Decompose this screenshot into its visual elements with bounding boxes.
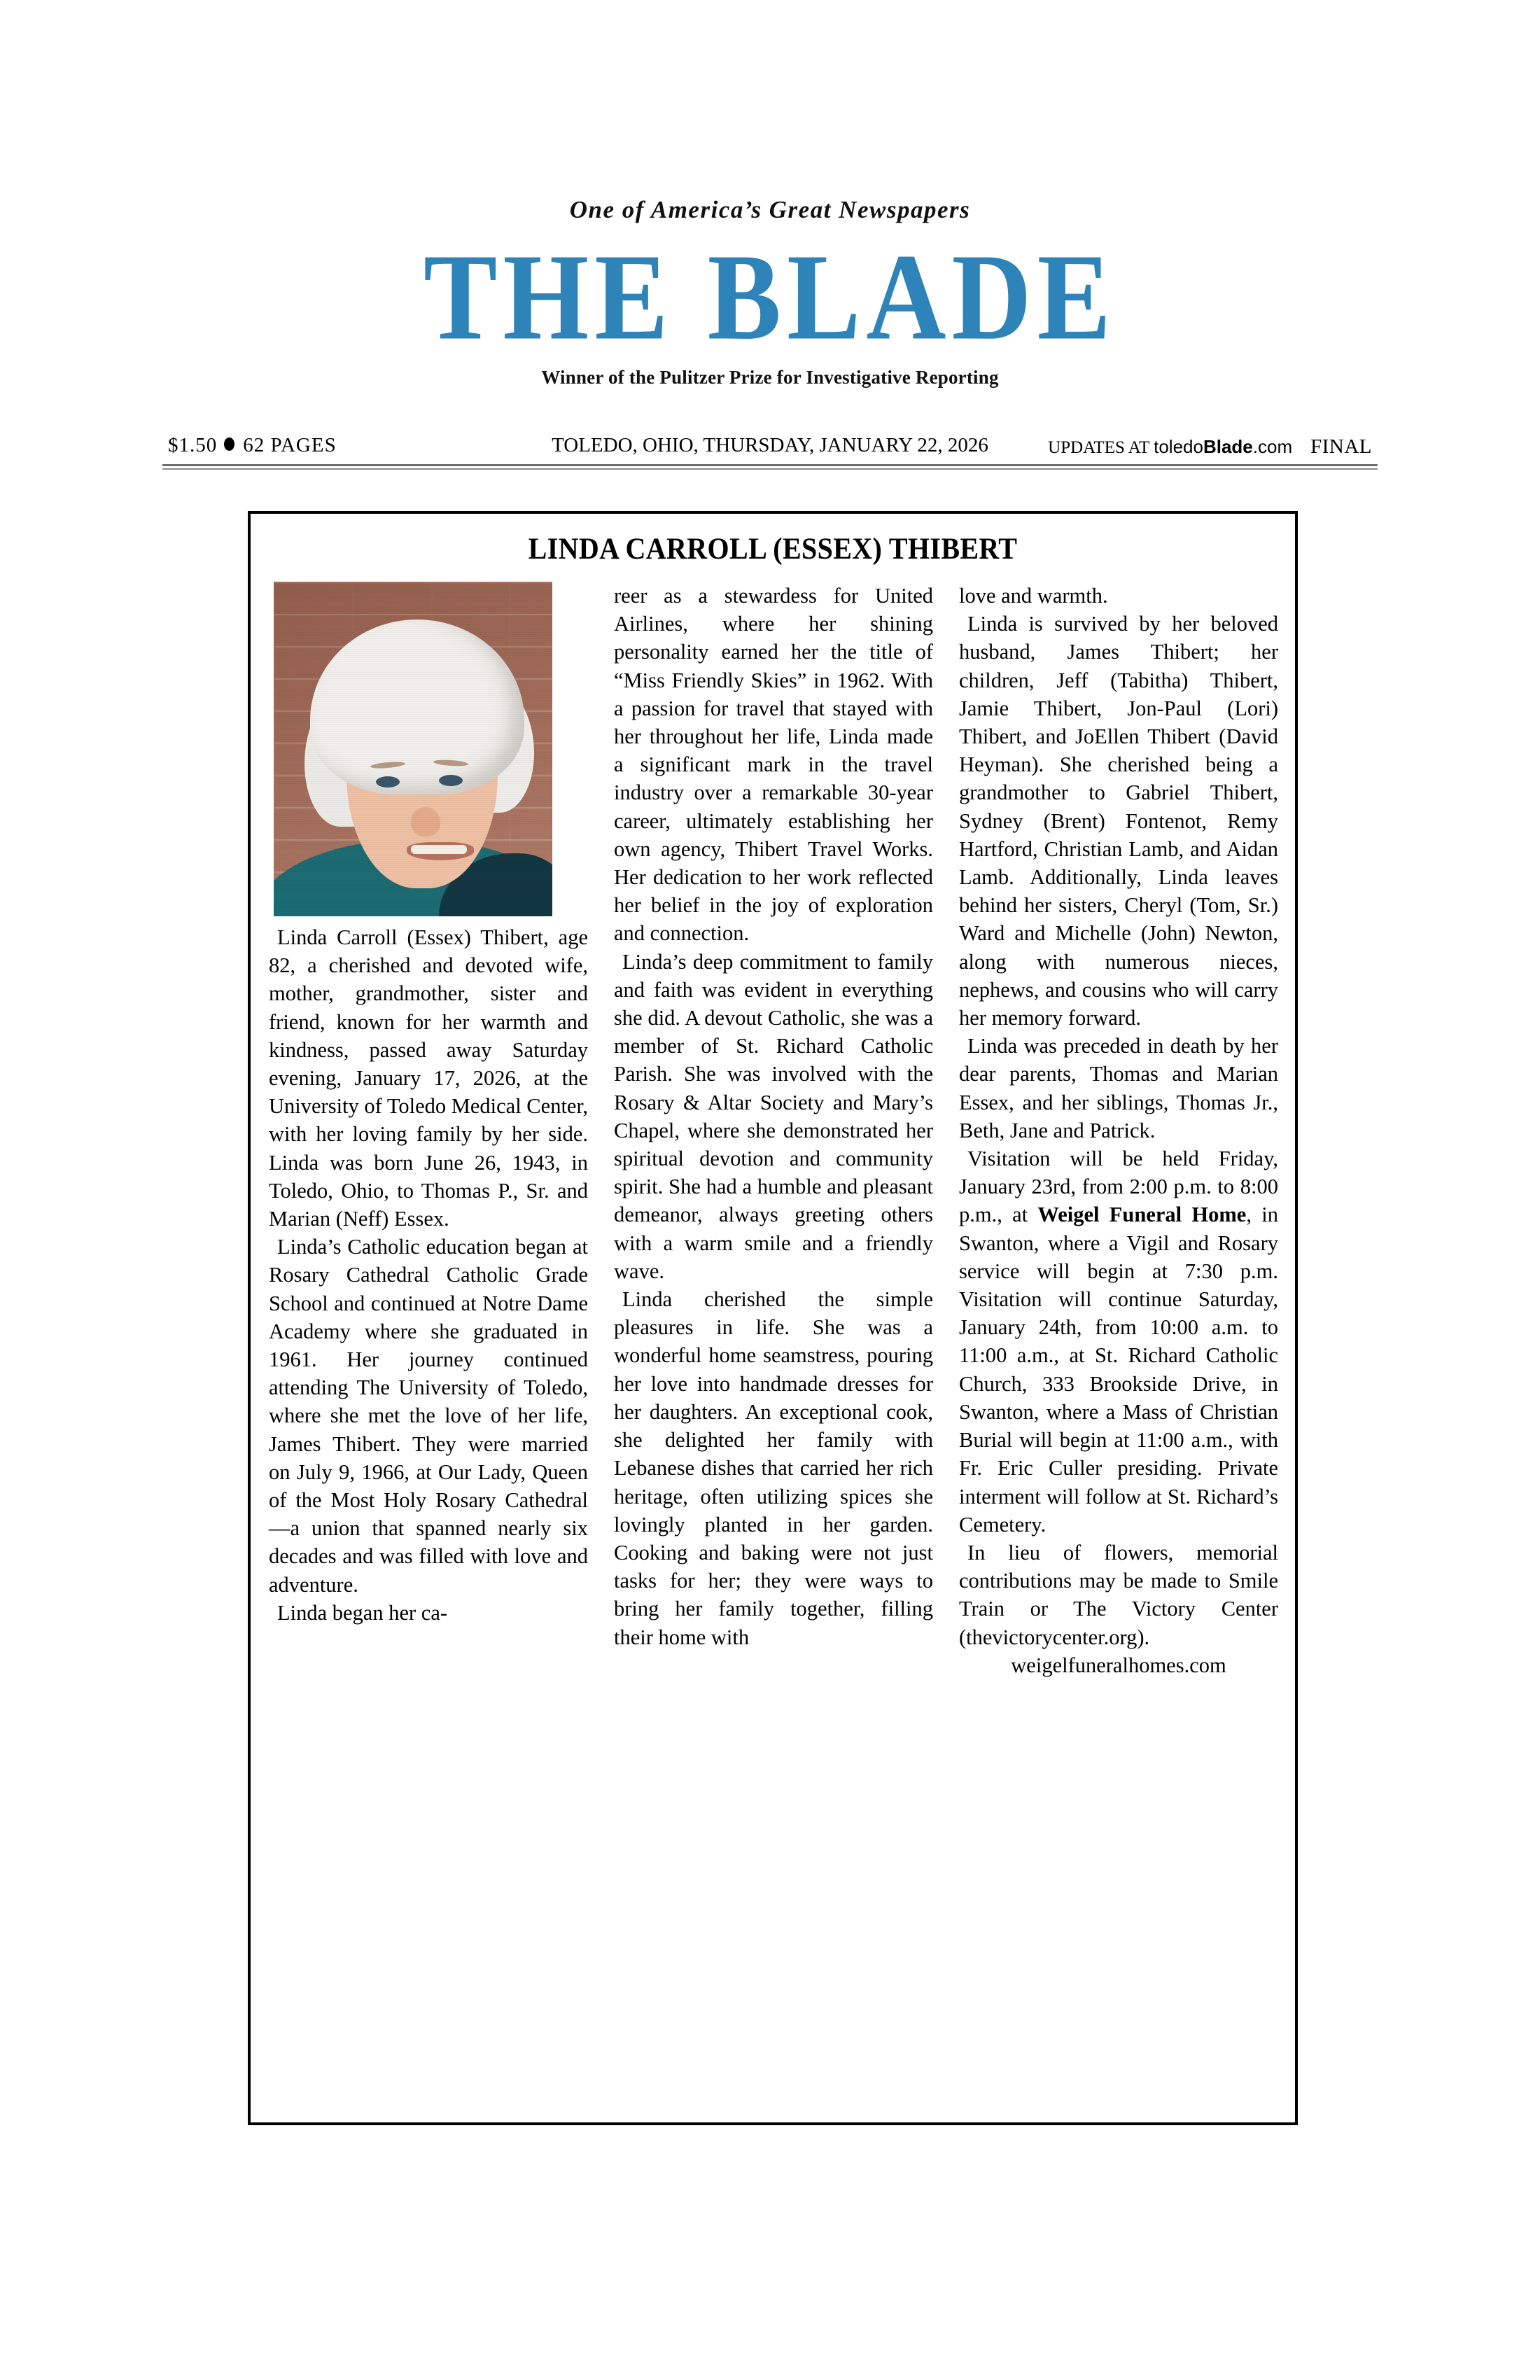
obituary-column-2 bbox=[614, 582, 933, 1651]
masthead-info-line bbox=[168, 434, 1372, 459]
obit-paragraph: Linda’s Catholic education began at Rosary Cathedral Catholic Grade School and continued at Notre Dame Academy where she graduated in 1961. Her journey continued attending The University of Toledo, where she met the love of her life, James Thibert. They were married on July 9, 1966, at Our Lady, Queen of the Most Holy Rosary Cathedral—a union that spanned nearly six decades and was filled with love and adventure. bbox=[269, 1235, 588, 1597]
masthead bbox=[0, 196, 1540, 388]
obit-paragraph: In lieu of flowers, memorial contributions may be made to Smile Train or The Victory Center (thevictorycenter.org). bbox=[959, 1540, 1278, 1649]
website-link[interactable] bbox=[1154, 436, 1292, 457]
site-brand: Blade bbox=[1203, 436, 1253, 457]
obit-paragraph: Linda cherished the simple pleasures in life. She was a wonderful home seamstress, pouring her love into handmade dresses for her daughters. An exceptional cook, she delighted her family with Lebanese dishes that carried her rich heritage, often utilizing spices she lovingly planted in her garden. Cooking and baking were not just tasks for her; they were ways to bring her family together, filling their home with bbox=[614, 1287, 933, 1649]
obituary-columns bbox=[269, 582, 1278, 2122]
obit-paragraph-services bbox=[959, 1144, 1278, 1539]
updates-label: UPDATES AT bbox=[1048, 438, 1149, 457]
rule-thin bbox=[162, 468, 1378, 470]
portrait-photo bbox=[274, 582, 552, 916]
obit-paragraph: Linda’s deep commitment to family and faith was evident in everything she did. A devout Catholic, she was a member of St. Richard Catholic Parish. She was involved with the Rosary & Altar Society and Mary’s Chapel, where she demonstrated her spiritual devotion and community spirit. She had a humble and pleasant demeanor, always greeting others with a warm smile and a friendly wave. bbox=[614, 949, 933, 1283]
obit-paragraph: love and warmth. bbox=[959, 584, 1108, 608]
site-prefix: toledo bbox=[1154, 436, 1203, 457]
services-text-before: Visitation will be held Friday, January 23rd, from 2:00 p.m. to 8:00 p.m., at bbox=[959, 1147, 1278, 1227]
masthead-nameplate bbox=[0, 228, 1540, 366]
mouth-shape bbox=[407, 842, 474, 860]
obituary-column-3 bbox=[959, 582, 1278, 1679]
obituary-column-1 bbox=[269, 582, 588, 1627]
price-label: $1.50 bbox=[168, 434, 218, 456]
site-suffix: .com bbox=[1252, 436, 1293, 457]
obit-paragraph: Linda Carroll (Essex) Thibert, age 82, a cherished and devoted wife, mother, grandmother, sister and friend, known for her warmth and kindness, passed away Saturday evening, January 17, 2026, at the University of Toledo Medical Center, with her loving family by her side. Linda was born June 26, 1943, in Toledo, Ohio, to Thomas P., Sr. and Marian (Neff) Essex. bbox=[269, 925, 589, 1231]
nose-shape bbox=[411, 807, 440, 836]
funeral-home-website[interactable]: weigelfuneralhomes.com bbox=[1011, 1653, 1226, 1677]
teeth-shape bbox=[411, 845, 467, 854]
nameplate-blade: BLADE bbox=[707, 228, 1117, 366]
eye-right bbox=[439, 775, 463, 786]
obit-paragraph: Linda began her ca- bbox=[277, 1600, 448, 1625]
funeral-home-name: Weigel Funeral Home bbox=[1037, 1203, 1247, 1227]
obit-paragraph: Linda was preceded in death by her dear parents, Thomas and Marian Essex, and her siblings, Thomas Jr., Beth, Jane and Patrick. bbox=[959, 1034, 1278, 1142]
masthead-rule bbox=[162, 464, 1378, 470]
eye-left bbox=[376, 776, 400, 788]
pages-label: 62 PAGES bbox=[243, 434, 337, 456]
obit-paragraph: reer as a stewardess for United Airlines, where her shining personality earned her the title of “Miss Friendly Skies” in 1962. With a passion for travel that stayed with her throughout her life, Linda made a significant mark in the travel industry over a remarkable 30-year career, ultimately establishing her own agency, Thibert Travel Works. Her dedication to her work reflected her belief in the joy of exploration and connection. bbox=[614, 584, 933, 946]
masthead-pulitzer-line: Winner of the Pulitzer Prize for Investigative Reporting bbox=[541, 367, 999, 388]
nameplate-the: THE bbox=[423, 228, 674, 366]
updates-and-edition bbox=[1048, 435, 1372, 458]
masthead-tagline: One of America’s Great Newspapers bbox=[569, 196, 971, 223]
obituary-headline: LINDA CARROLL (ESSEX) THIBERT bbox=[528, 533, 1018, 566]
dateline: TOLEDO, OHIO, THURSDAY, JANUARY 22, 2026 bbox=[552, 434, 988, 456]
obit-paragraph: Linda is survived by her beloved husband, James Thibert; her children, Jeff (Tabitha) Thibert, Jamie Thibert, Jon-Paul (Lori) Thibert, and JoEllen Thibert (David Heyman). She cherished being a grandmother to Gabriel Thibert, Sydney (Brent) Fontenot, Remy Hartford, Christian Lamb, and Aidan Lamb. Additionally, Linda leaves behind her sisters, Cheryl (Tom, Sr.) Ward and Michelle (John) Newton, along with numerous nieces, nephews, and cousins who will carry her memory forward. bbox=[959, 612, 1278, 1030]
services-text-after: , in Swanton, where a Vigil and Rosary service will begin at 7:30 p.m. Visitation will continue Saturday, January 24th, from 10:00 a.m. to 11:00 a.m., at St. Richard Catholic Church, 333 Brookside Drive, in Swanton, where a Mass of Christian Burial will begin at 11:00 a.m., with Fr. Eric Culler presiding. Private interment will follow at St. Richard’s Cemetery. bbox=[959, 1203, 1278, 1536]
obituary-box bbox=[248, 511, 1298, 2125]
edition-label: FINAL bbox=[1310, 435, 1372, 458]
